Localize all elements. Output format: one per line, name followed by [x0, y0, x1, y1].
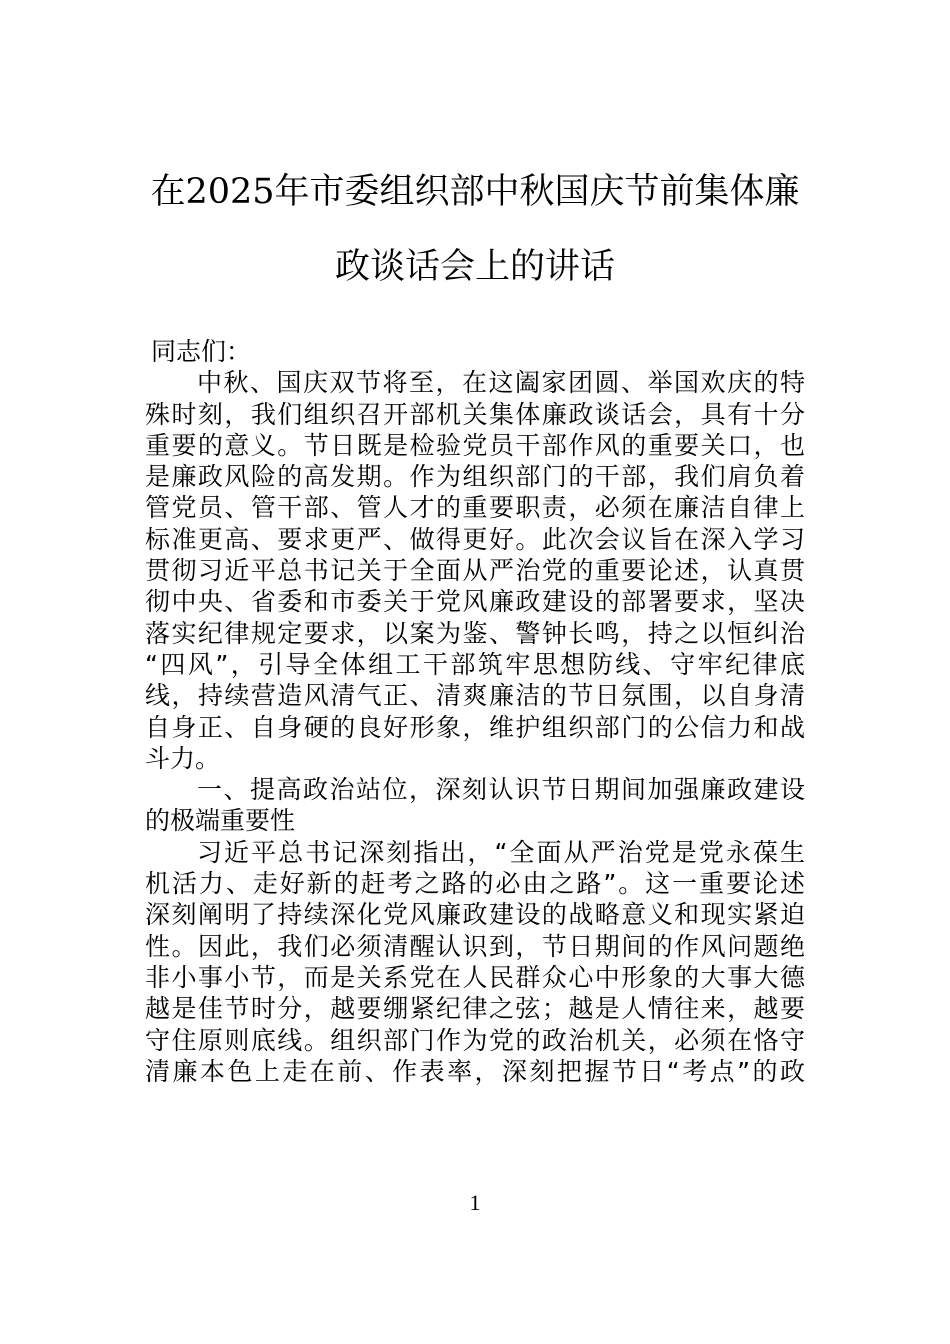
text-line: 一、提高政治站位，深刻认识节日期间加强廉政建设: [197, 775, 805, 805]
document-body: [145, 336, 805, 1087]
paragraph: [145, 367, 805, 774]
document-title-line-2: 政谈话会上的讲话: [334, 247, 615, 287]
text-line: 贯彻习近平总书记关于全面从严治党的重要论述，认真贯: [145, 556, 805, 586]
text-line: “四风”，引导全体组工干部筑牢思想防线、守牢纪律底: [145, 649, 805, 679]
text-line: 落实纪律规定要求，以案为鉴、警钟长鸣，持之以恒纠治: [145, 618, 805, 648]
text-line: 深刻阐明了持续深化党风廉政建设的战略意义和现实紧迫: [145, 900, 805, 930]
text-line: 习近平总书记深刻指出，“全面从严治党是党永葆生: [197, 837, 805, 867]
paragraph: [145, 837, 805, 1087]
text-line: 越是佳节时分，越要绷紧纪律之弦；越是人情往来，越要: [145, 994, 805, 1024]
text-line: 守住原则底线。组织部门作为党的政治机关，必须在恪守: [145, 1025, 805, 1055]
section-heading: [145, 774, 805, 837]
text-line: 是廉政风险的高发期。作为组织部门的干部，我们肩负着: [145, 462, 805, 492]
text-line: 重要的意义。节日既是检验党员干部作风的重要关口，也: [145, 430, 805, 460]
text-line: 殊时刻，我们组织召开部机关集体廉政谈话会，具有十分: [145, 399, 805, 429]
text-line: 同志们：: [151, 337, 252, 366]
salutation: [145, 336, 805, 367]
text-line: 自身正、自身硬的良好形象，维护组织部门的公信力和战: [145, 712, 805, 742]
text-line: 管党员、管干部、管人才的重要职责，必须在廉洁自律上: [145, 493, 805, 523]
text-line: 中秋、国庆双节将至，在这阖家团圆、举国欢庆的特: [197, 368, 805, 398]
text-line: 彻中央、省委和市委关于党风廉政建设的部署要求，坚决: [145, 587, 805, 617]
document-title-line-1: 在2025年市委组织部中秋国庆节前集体廉: [150, 172, 800, 212]
text-line: 斗力。: [145, 743, 221, 773]
page-number: 1: [469, 1190, 481, 1215]
text-line: 机活力、走好新的赶考之路的必由之路”。这一重要论述: [145, 869, 805, 899]
text-line: 性。因此，我们必须清醒认识到，节日期间的作风问题绝: [145, 931, 805, 961]
text-line: 线，持续营造风清气正、清爽廉洁的节日氛围，以自身清: [145, 681, 805, 711]
text-line: 非小事小节，而是关系党在人民群众心中形象的大事大德: [145, 962, 805, 992]
text-line: 的极端重要性: [145, 806, 296, 836]
text-line: 清廉本色上走在前、作表率，深刻把握节日“考点”的政: [145, 1056, 805, 1086]
text-line: 标准更高、要求更严、做得更好。此次会议旨在深入学习: [145, 524, 805, 554]
